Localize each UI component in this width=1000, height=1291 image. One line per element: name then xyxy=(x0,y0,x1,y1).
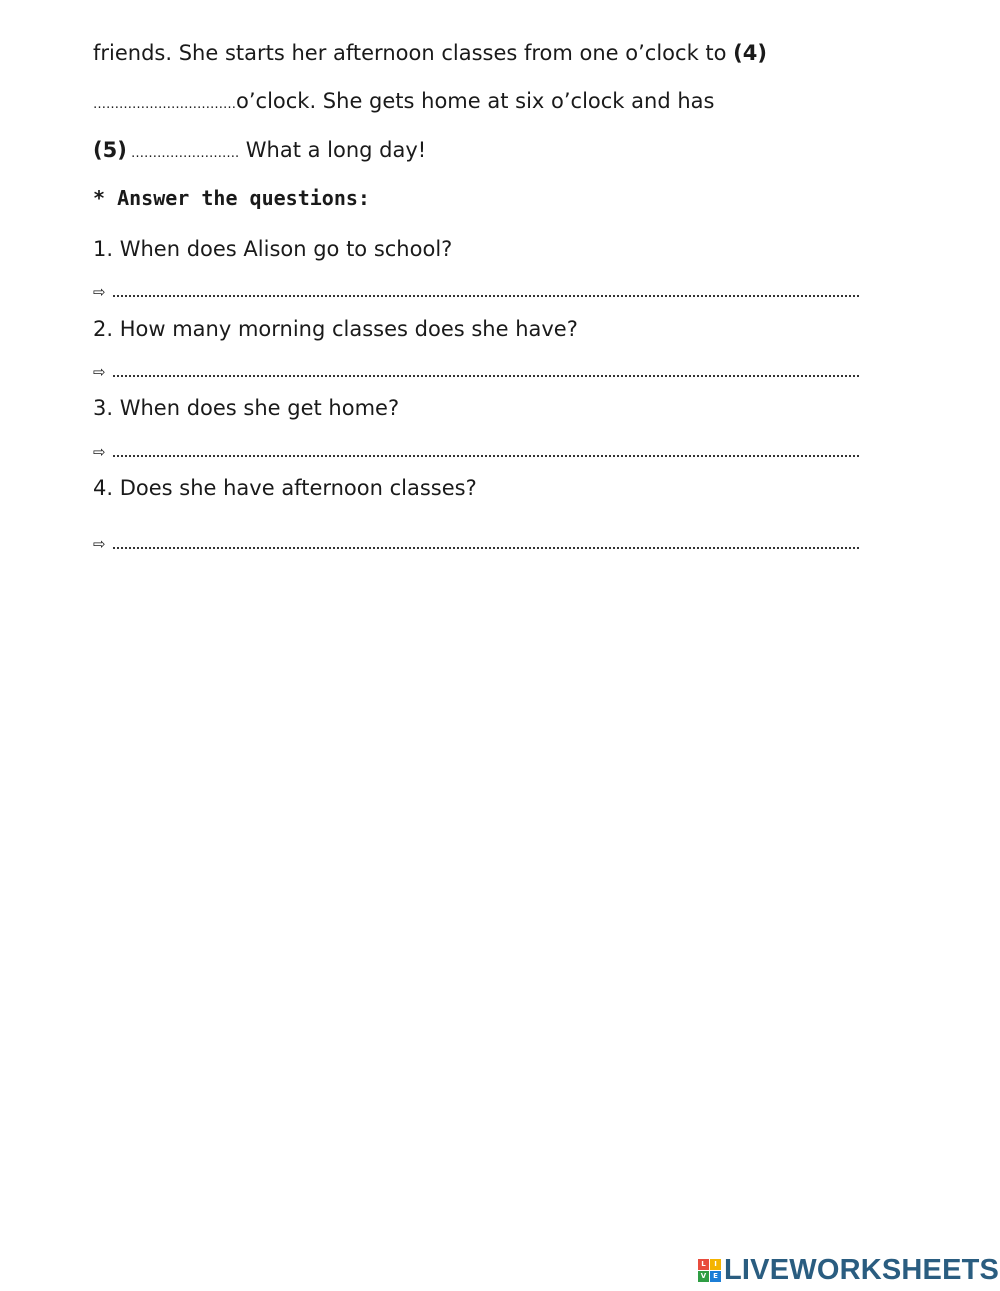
blank-marker-5: (5) xyxy=(93,138,127,162)
answer-dotted-line xyxy=(113,455,859,457)
passage-line-2-text: o’clock. She gets home at six o’clock and has xyxy=(236,89,715,113)
answer-dotted-line xyxy=(113,295,859,297)
question-2: 2. How many morning classes does she have? xyxy=(93,317,578,341)
answer-dotted-line xyxy=(113,375,859,377)
logo-block: V xyxy=(698,1271,709,1282)
blank-5-dots[interactable]: ……………………. xyxy=(126,146,240,161)
question-4: 4. Does she have afternoon classes? xyxy=(93,476,477,500)
logo-mark-icon xyxy=(698,1259,721,1282)
question-3: 3. When does she get home? xyxy=(93,396,400,420)
blank-marker-4: (4) xyxy=(733,41,767,65)
arrow-right-icon: ⇨ xyxy=(93,443,106,461)
answer-dotted-line xyxy=(113,547,859,549)
blank-4-dots[interactable]: …………………………… xyxy=(93,97,236,112)
logo-block: L xyxy=(698,1259,709,1270)
logo-text: LIVEWORKSHEETS xyxy=(724,1253,1000,1286)
arrow-right-icon: ⇨ xyxy=(93,535,106,553)
arrow-right-icon: ⇨ xyxy=(93,283,106,301)
arrow-right-icon: ⇨ xyxy=(93,363,106,381)
logo-block: E xyxy=(710,1271,721,1282)
answer-line-2[interactable] xyxy=(93,356,859,382)
passage-line-1 xyxy=(93,40,767,66)
passage-line-2 xyxy=(93,88,714,118)
passage-line-3-text: What a long day! xyxy=(239,138,427,162)
answer-line-1[interactable] xyxy=(93,276,859,302)
passage-line-3 xyxy=(93,137,426,167)
passage-line-1-text: friends. She starts her afternoon classes from one o’clock to xyxy=(93,41,734,65)
liveworksheets-logo xyxy=(698,1254,999,1286)
logo-block: I xyxy=(710,1259,721,1270)
answer-line-3[interactable] xyxy=(93,436,859,462)
answer-line-4[interactable] xyxy=(93,528,859,554)
question-1: 1. When does Alison go to school? xyxy=(93,237,453,261)
instruction-heading: * Answer the questions: xyxy=(93,186,370,210)
